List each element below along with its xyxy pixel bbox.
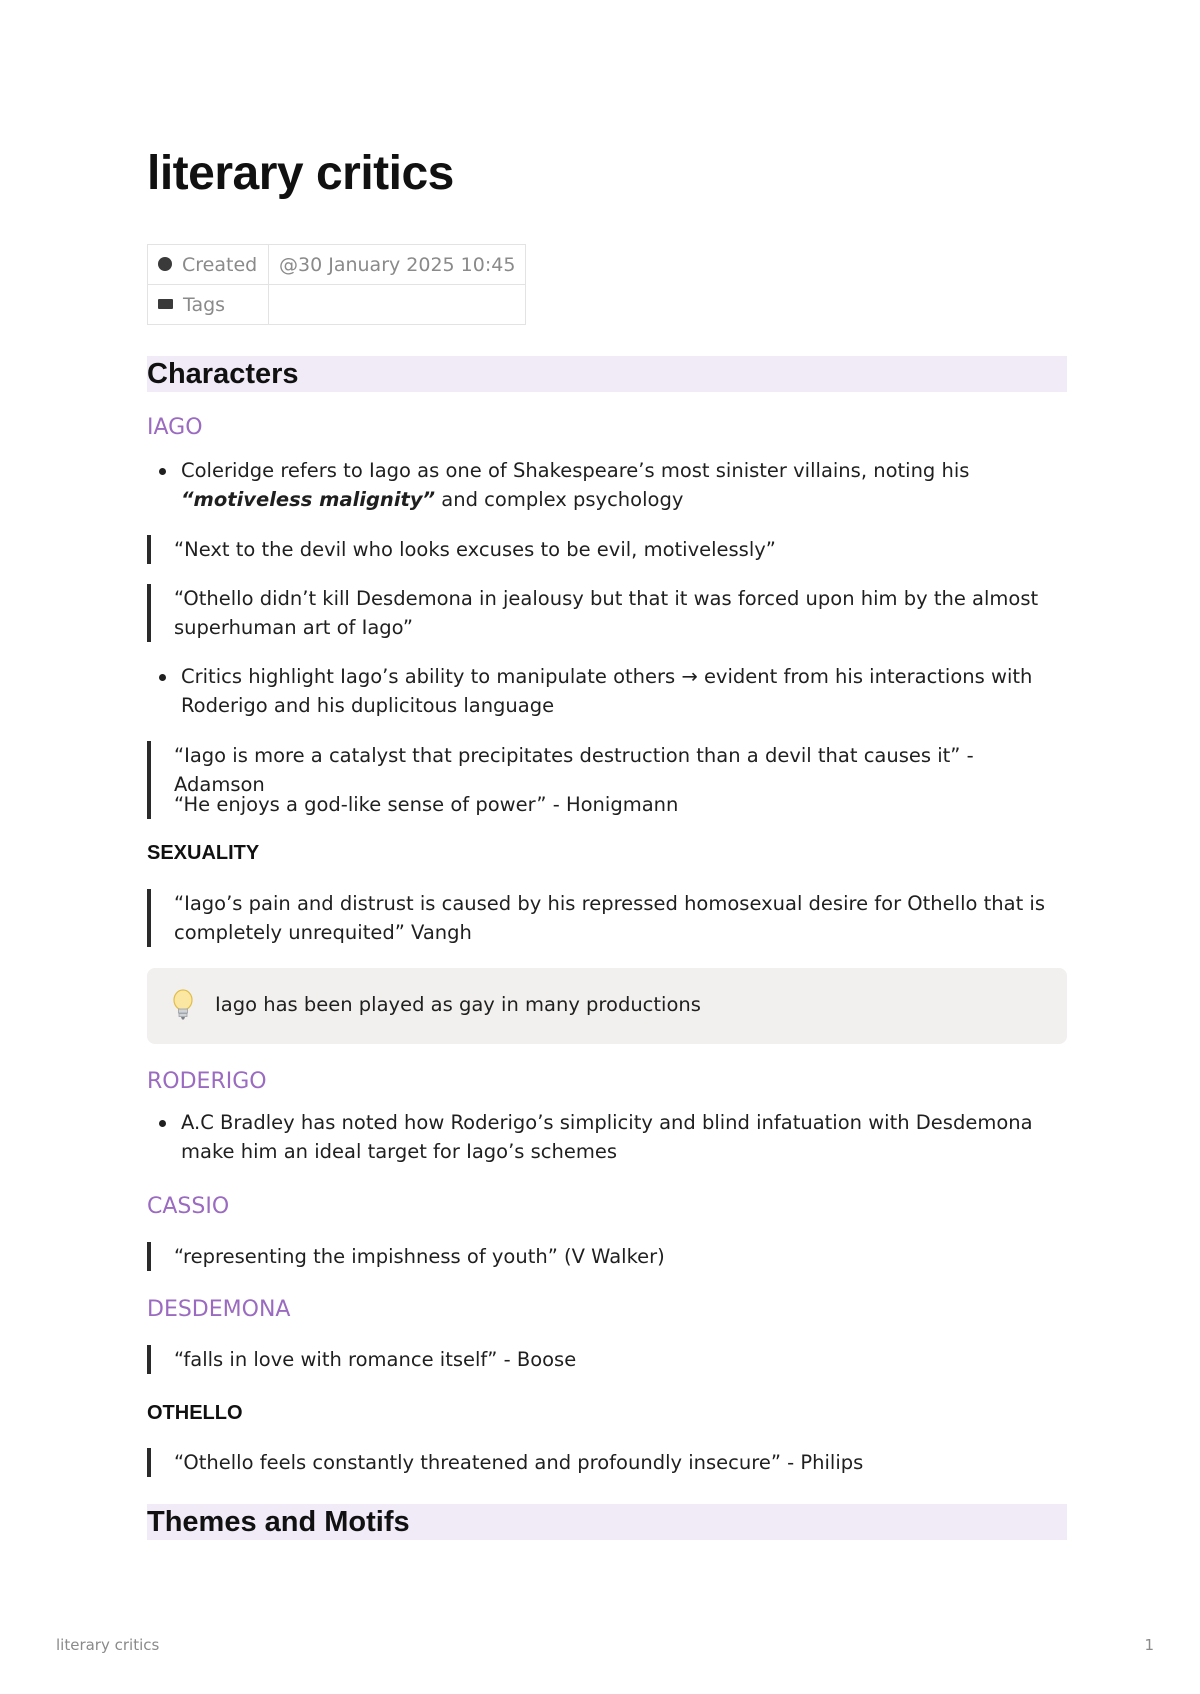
footer-doc-title: literary critics — [56, 1636, 160, 1654]
quote-block: “representing the impishness of youth” (V Walker) — [147, 1242, 1067, 1271]
quote-block: “He enjoys a god-like sense of power” - Honigmann — [147, 790, 1067, 819]
quote-block: “Iago is more a catalyst that precipitates destruction than a devil that causes it” - Adamson — [147, 741, 1067, 799]
quote-block: “falls in love with romance itself” - Boose — [147, 1345, 1067, 1374]
heading-roderigo: RODERIGO — [147, 1069, 267, 1094]
callout-text: Iago has been played as gay in many productions — [215, 993, 701, 1016]
property-value-created[interactable]: @30 January 2025 10:45 — [269, 245, 526, 285]
property-label-created: Created — [182, 253, 258, 276]
tag-icon — [158, 299, 173, 309]
quote-block: “Iago’s pain and distrust is caused by his repressed homosexual desire for Othello that is completely unrequited” Vangh — [147, 889, 1067, 947]
clock-icon — [158, 257, 172, 271]
heading-desdemona: DESDEMONA — [147, 1297, 291, 1322]
callout-box — [147, 968, 1067, 1044]
quote-block: “Othello didn’t kill Desdemona in jealousy but that it was forced upon him by the almost superhuman art of Iago” — [147, 584, 1067, 642]
heading-themes-and-motifs: Themes and Motifs — [147, 1504, 1067, 1540]
property-label-tags: Tags — [183, 293, 226, 316]
lightbulb-icon — [171, 988, 195, 1022]
quote-block: “Othello feels constantly threatened and profoundly insecure” - Philips — [147, 1448, 1067, 1477]
heading-characters: Characters — [147, 356, 1067, 392]
heading-sexuality: SEXUALITY — [147, 842, 260, 864]
property-row-tags — [148, 285, 526, 325]
bullet-text: and complex psychology — [435, 488, 684, 511]
heading-iago: IAGO — [147, 415, 203, 440]
list-item: Critics highlight Iago’s ability to manipulate others → evident from his interactions with Roderigo and his duplicitous language — [147, 662, 1067, 720]
property-row-created — [148, 245, 526, 285]
quote-block: “Next to the devil who looks excuses to be evil, motivelessly” — [147, 535, 1067, 564]
properties-table — [147, 244, 526, 325]
heading-othello: OTHELLO — [147, 1402, 243, 1424]
page-title: literary critics — [147, 147, 454, 200]
list-item: A.C Bradley has noted how Roderigo’s simplicity and blind infatuation with Desdemona make him an ideal target for Iago’s schemes — [147, 1108, 1067, 1166]
list-item — [147, 456, 1067, 514]
bullet-text: Coleridge refers to Iago as one of Shakespeare’s most sinister villains, noting his — [181, 459, 970, 482]
footer-page-number: 1 — [1144, 1636, 1154, 1654]
emphasized-quote: “motiveless malignity” — [181, 488, 436, 511]
heading-cassio: CASSIO — [147, 1194, 230, 1219]
property-value-tags[interactable] — [269, 285, 526, 325]
